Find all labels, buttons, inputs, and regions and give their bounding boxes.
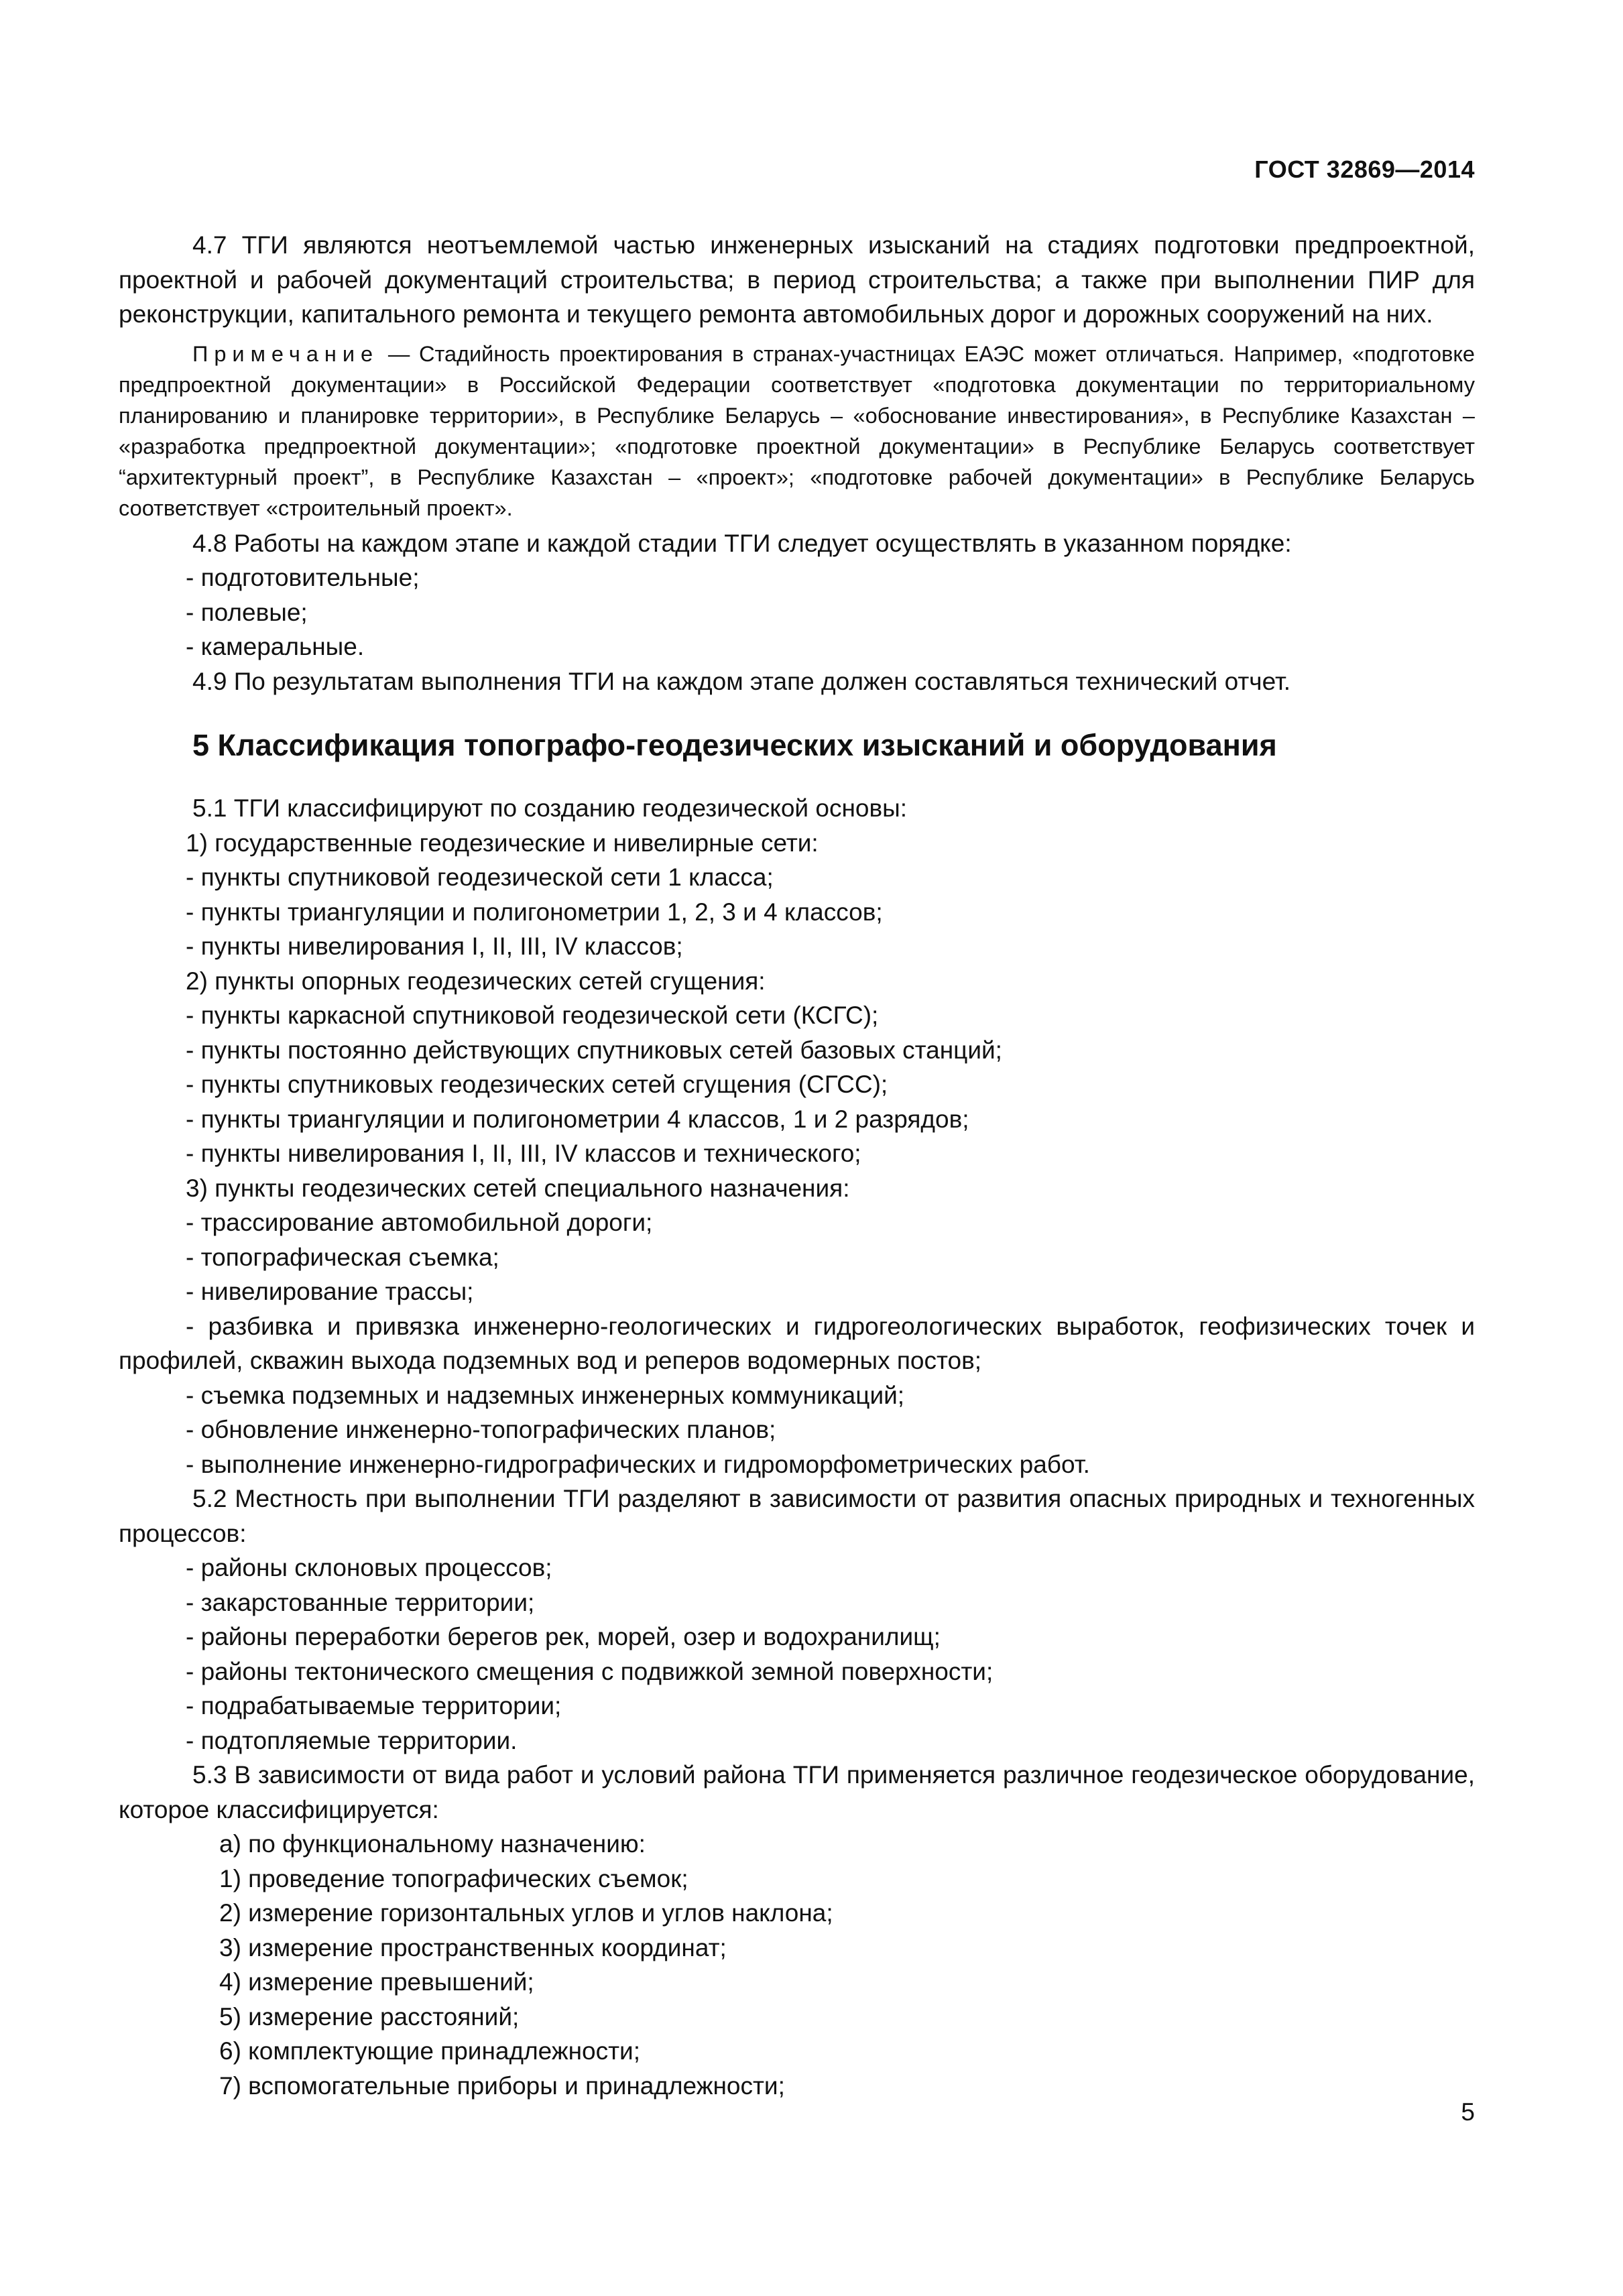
list-item: - пункты каркасной спутниковой геодезической сети (КСГС); bbox=[186, 1002, 879, 1029]
list-item: - закарстованные территории; bbox=[186, 1588, 535, 1616]
paragraph-5-3: 5.3 В зависимости от вида работ и условий района ТГИ применяется различное геодезическое оборудование, которое классифицируется: bbox=[119, 1761, 1475, 1823]
numbered-item: 2) измерение горизонтальных углов и углов наклона; bbox=[219, 1899, 833, 1927]
paragraph-5-1: 5.1 ТГИ классифицируют по созданию геодезической основы: bbox=[192, 794, 907, 822]
list-item: - съемка подземных и надземных инженерных коммуникаций; bbox=[186, 1381, 905, 1409]
list-item: - пункты нивелирования I, II, III, IV классов; bbox=[186, 932, 683, 960]
list-item: - пункты триангуляции и полигонометрии 1, 2, 3 и 4 классов; bbox=[186, 898, 883, 926]
document-page bbox=[119, 0, 1475, 2296]
list-item: - районы тектонического смещения с подвижкой земной поверхности; bbox=[186, 1657, 994, 1685]
paragraph-4-9: 4.9 По результатам выполнения ТГИ на каждом этапе должен составляться технический отчет. bbox=[192, 667, 1291, 695]
group-heading-2: 2) пункты опорных геодезических сетей сгущения: bbox=[186, 967, 766, 995]
numbered-item: 5) измерение расстояний; bbox=[219, 2002, 520, 2031]
list-item: - пункты нивелирования I, II, III, IV классов и технического; bbox=[186, 1140, 861, 1167]
subgroup-heading-a: а) по функциональному назначению: bbox=[219, 1830, 646, 1858]
list-item: - подрабатываемые территории; bbox=[186, 1692, 562, 1719]
group-heading-3: 3) пункты геодезических сетей специального назначения: bbox=[186, 1174, 850, 1202]
list-item: - топографическая съемка; bbox=[186, 1243, 499, 1271]
page-content bbox=[119, 228, 1475, 2103]
note-label: Примечание bbox=[192, 341, 379, 366]
list-item: - пункты спутниковой геодезической сети 1 класса; bbox=[186, 863, 774, 891]
list-item: - районы переработки берегов рек, морей, озер и водохранилищ; bbox=[186, 1623, 941, 1650]
group-heading-1: 1) государственные геодезические и нивелирные сети: bbox=[186, 829, 819, 857]
numbered-item: 4) измерение превышений; bbox=[219, 1968, 534, 1996]
list-item: - нивелирование трассы; bbox=[186, 1278, 474, 1305]
note-text: — Стадийность проектирования в странах-участницах ЕАЭС может отличаться. Например, «подготовке предпроектной документации» в Российской Федерации соответствует «подготовка документации по территориальному планированию и планировке территории», в Республике Беларусь – «обоснование инвестирования», в Республике Казахстан – «разработка предпроектной документации»; «подготовке проектной документации» в Республике Беларусь соответствует “архитектурный проект”, в Республике Казахстан – «проект»; «подготовке рабочей документации» в Республике Беларусь соответствует «строительный проект». bbox=[119, 341, 1475, 520]
paragraph-4-8: 4.8 Работы на каждом этапе и каждой стадии ТГИ следует осуществлять в указанном порядке: bbox=[192, 529, 1292, 557]
list-item: - пункты триангуляции и полигонометрии 4 классов, 1 и 2 разрядов; bbox=[186, 1105, 969, 1133]
numbered-item: 3) измерение пространственных координат; bbox=[219, 1933, 727, 1961]
list-item: - пункты спутниковых геодезических сетей сгущения (СГСС); bbox=[186, 1071, 888, 1098]
list-item: - полевые; bbox=[186, 598, 308, 626]
list-item: - пункты постоянно действующих спутниковых сетей базовых станций; bbox=[186, 1036, 1002, 1064]
list-item: - подготовительные; bbox=[186, 564, 420, 591]
list-item: - обновление инженерно-топографических планов; bbox=[186, 1416, 776, 1443]
numbered-item: 1) проведение топографических съемок; bbox=[219, 1864, 688, 1892]
numbered-item: 7) вспомогательные приборы и принадлежности; bbox=[219, 2071, 785, 2100]
list-item: - выполнение инженерно-гидрографических и гидроморфометрических работ. bbox=[186, 1450, 1090, 1478]
note bbox=[119, 339, 1475, 524]
list-item: - районы склоновых процессов; bbox=[186, 1554, 552, 1581]
paragraph-4-7: 4.7 ТГИ являются неотъемлемой частью инженерных изысканий на стадиях подготовки предпроектной, проектной и рабочей документаций строительства; в период строительства; а также при выполнении ПИР для реконструкции, капитального ремонта и текущего ремонта автомобильных дорог и дорожных сооружений на них. bbox=[119, 231, 1475, 328]
list-item: - подтопляемые территории. bbox=[186, 1726, 518, 1754]
paragraph-5-2: 5.2 Местность при выполнении ТГИ разделяют в зависимости от развития опасных природных и техногенных процессов: bbox=[119, 1485, 1475, 1547]
numbered-item: 6) комплектующие принадлежности; bbox=[219, 2037, 640, 2065]
section-5-title: 5 Классификация топографо-геодезических изысканий и оборудования bbox=[192, 728, 1277, 762]
page-number: 5 bbox=[1461, 2098, 1475, 2126]
list-item: - трассирование автомобильной дороги; bbox=[186, 1209, 653, 1236]
list-item-long: - разбивка и привязка инженерно-геологических и гидрогеологических выработок, геофизических точек и профилей, скважин выхода подземных вод и реперов водомерных постов; bbox=[119, 1312, 1475, 1374]
list-item: - камеральные. bbox=[186, 633, 365, 660]
document-code: ГОСТ 32869—2014 bbox=[1254, 156, 1475, 183]
